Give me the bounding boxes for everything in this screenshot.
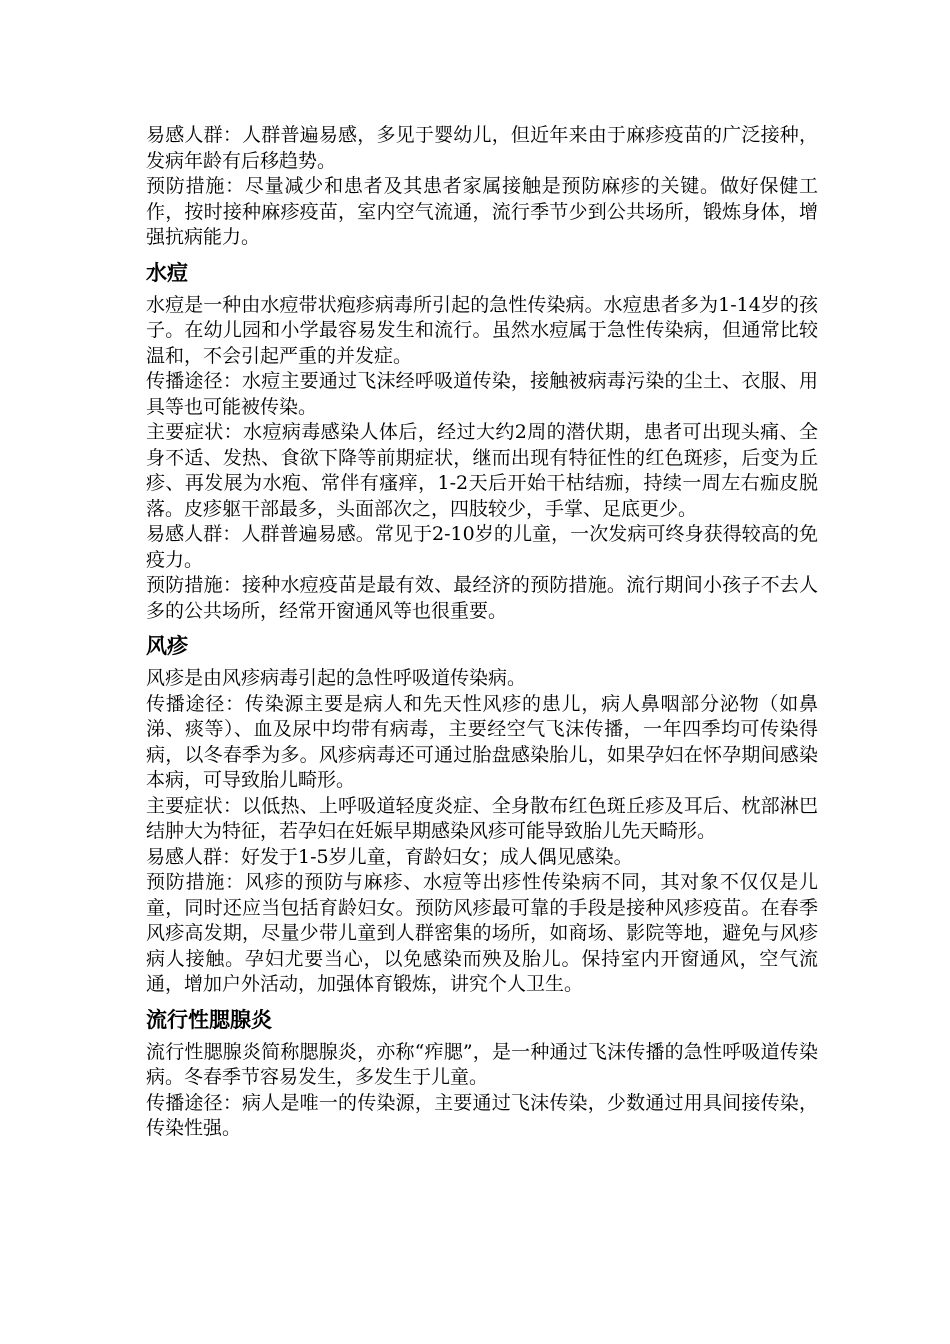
measles-prevention-paragraph: 预防措施：尽量减少和患者及其患者家属接触是预防麻疹的关键。做好保健工作，按时接种麻疹疫苗，室内空气流通，流行季节少到公共场所，锻炼身体，增强抗病能力。 — [146, 175, 818, 248]
chickenpox-susceptible-paragraph: 易感人群：人群普遍易感。常见于2-10岁的儿童，一次发病可终身获得较高的免疫力。 — [146, 523, 818, 571]
rubella-heading: 风疹 — [146, 634, 188, 658]
rubella-susceptible-paragraph: 易感人群：好发于1-5岁儿童，育龄妇女；成人偶见感染。 — [146, 845, 633, 868]
chickenpox-transmission-paragraph: 传播途径：水痘主要通过飞沫经呼吸道传染，接触被病毒污染的尘土、衣服、用具等也可能被传染。 — [146, 370, 818, 418]
mumps-transmission-paragraph: 传播途径：病人是唯一的传染源，主要通过飞沫传染，少数通过用具间接传染，传染性强。 — [146, 1091, 818, 1139]
chickenpox-intro-paragraph: 水痘是一种由水痘带状疱疹病毒所引起的急性传染病。水痘患者多为1-14岁的孩子。在幼儿园和小学最容易发生和流行。虽然水痘属于急性传染病，但通常比较温和，不会引起严重的并发症。 — [146, 293, 818, 367]
chickenpox-prevention-paragraph: 预防措施：接种水痘疫苗是最有效、最经济的预防措施。流行期间小孩子不去人多的公共场所，经常开窗通风等也很重要。 — [146, 574, 818, 622]
mumps-intro-paragraph: 流行性腮腺炎简称腮腺炎，亦称“痄腮”，是一种通过飞沫传播的急性呼吸道传染病。冬春季节容易发生，多发生于儿童。 — [146, 1040, 818, 1088]
rubella-prevention-paragraph: 预防措施：风疹的预防与麻疹、水痘等出疹性传染病不同，其对象不仅仅是儿童，同时还应当包括育龄妇女。预防风疹最可靠的手段是接种风疹疫苗。在春季风疹高发期，尽量少带儿童到人群密集的场所，如商场、影院等地，避免与风疹病人接触。孕妇尤要当心，以免感染而殃及胎儿。保持室内开窗通风，空气流通，增加户外活动，加强体育锻炼，讲究个人卫生。 — [146, 871, 818, 995]
rubella-intro-paragraph: 风疹是由风疹病毒引起的急性呼吸道传染病。 — [146, 667, 527, 689]
chickenpox-heading: 水痘 — [146, 260, 188, 285]
rubella-transmission-paragraph: 传播途径：传染源主要是病人和先天性风疹的患儿，病人鼻咽部分泌物（如鼻涕、痰等）、血及尿中均带有病毒，主要经空气飞沫传播，一年四季均可传染得病，以冬春季为多。风疹病毒还可通过胎盘感染胎儿，如果孕妇在怀孕期间感染本病，可导致胎儿畸形。 — [146, 692, 818, 791]
measles-susceptible-paragraph: 易感人群：人群普遍易感，多见于婴幼儿，但近年来由于麻疹疫苗的广泛接种，发病年龄有后移趋势。 — [146, 124, 818, 172]
mumps-heading: 流行性腮腺炎 — [146, 1007, 272, 1032]
rubella-symptoms-paragraph: 主要症状：以低热、上呼吸道轻度炎症、全身散布红色斑丘疹及耳后、枕部淋巴结肿大为特征，若孕妇在妊娠早期感染风疹可能导致胎儿先天畸形。 — [146, 794, 818, 842]
document-page — [146, 123, 818, 1142]
chickenpox-symptoms-paragraph: 主要症状：水痘病毒感染人体后，经过大约2周的潜伏期，患者可出现头痛、全身不适、发热、食欲下降等前期症状，继而出现有特征性的红色斑疹，后变为丘疹、再发展为水疱、常伴有瘙痒，1-2天后开始干枯结痂，持续一周左右痂皮脱落。皮疹躯干部最多，头面部次之，四肢较少，手掌、足底更少。 — [146, 421, 818, 520]
